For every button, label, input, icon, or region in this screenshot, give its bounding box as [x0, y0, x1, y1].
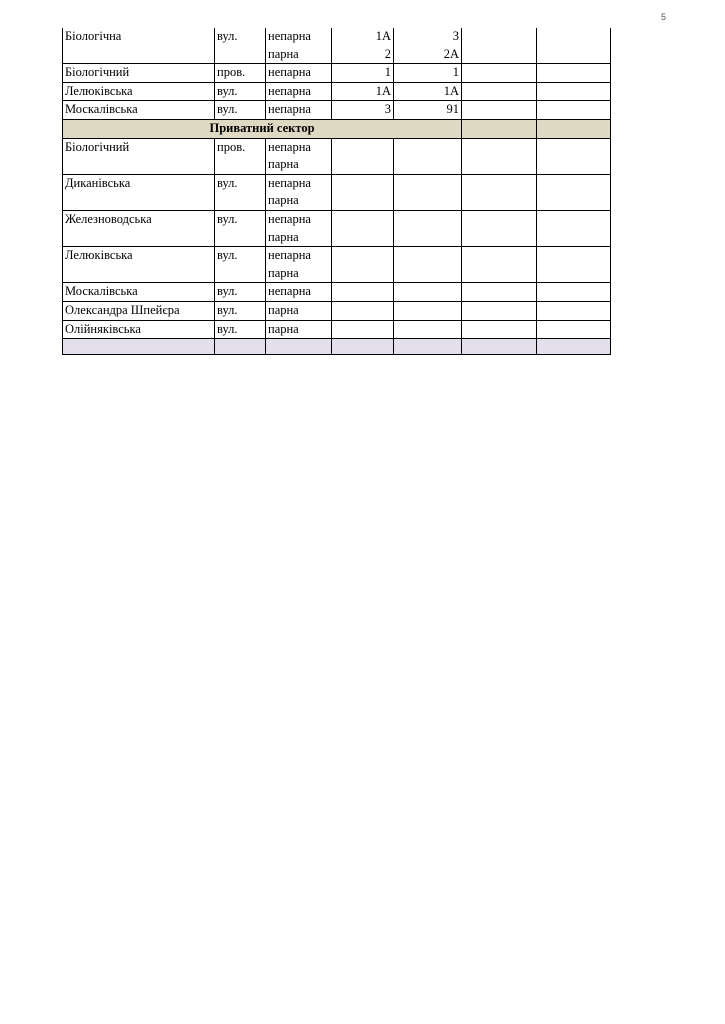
house-to: 2А — [443, 46, 459, 61]
page-number: 5 — [660, 12, 666, 22]
parity-line: непарна — [268, 211, 311, 226]
empty-cell — [462, 28, 537, 64]
parity-line: непарна — [268, 102, 311, 117]
empty-cell — [537, 64, 611, 83]
empty-cell — [537, 82, 611, 101]
street-type-cell — [215, 82, 266, 101]
empty-cell — [63, 339, 215, 355]
empty-cell — [462, 301, 537, 320]
parity-cell — [266, 210, 332, 246]
house-to-cell — [394, 28, 462, 64]
parity-line: парна — [268, 193, 299, 208]
table-row — [63, 301, 611, 320]
house-from-cell — [332, 82, 394, 101]
cell-text: Лелюківська — [65, 83, 133, 98]
empty-cell — [537, 339, 611, 355]
house-to: 91 — [446, 102, 459, 117]
house-to-cell — [394, 82, 462, 101]
street-type-cell — [215, 28, 266, 64]
parity-line: непарна — [268, 83, 311, 98]
empty-cell — [537, 101, 611, 120]
empty-cell — [332, 247, 394, 283]
cell-text: вул. — [217, 284, 238, 299]
cell-text: вул. — [217, 83, 238, 98]
footer-row — [63, 339, 611, 355]
parity-cell — [266, 301, 332, 320]
parity-cell — [266, 247, 332, 283]
house-from-cell — [332, 28, 394, 64]
empty-cell — [537, 28, 611, 64]
street-type-cell — [215, 320, 266, 339]
parity-line: непарна — [268, 175, 311, 190]
empty-cell — [332, 210, 394, 246]
empty-cell — [537, 119, 611, 138]
street-type-cell — [215, 301, 266, 320]
parity-line: парна — [268, 321, 299, 336]
cell-text: вул. — [217, 248, 238, 263]
parity-cell — [266, 138, 332, 174]
parity-line: парна — [268, 302, 299, 317]
street-name-cell — [63, 320, 215, 339]
empty-cell — [394, 138, 462, 174]
street-name-cell — [63, 247, 215, 283]
cell-text: вул. — [217, 321, 238, 336]
cell-text: Біологічна — [65, 29, 122, 43]
street-type-cell — [215, 247, 266, 283]
parity-line: непарна — [268, 29, 311, 43]
cell-text: вул. — [217, 175, 238, 190]
empty-cell — [462, 339, 537, 355]
street-name-cell — [63, 283, 215, 302]
parity-line: непарна — [268, 65, 311, 80]
street-name-cell — [63, 210, 215, 246]
empty-cell — [462, 64, 537, 83]
house-to-cell — [394, 101, 462, 120]
parity-cell — [266, 320, 332, 339]
table-row — [63, 101, 611, 120]
empty-cell — [332, 138, 394, 174]
cell-text: вул. — [217, 211, 238, 226]
street-name-cell — [63, 82, 215, 101]
empty-cell — [332, 320, 394, 339]
address-table — [62, 28, 611, 355]
empty-cell — [537, 174, 611, 210]
table-row — [63, 283, 611, 302]
table-row — [63, 82, 611, 101]
street-name-cell — [63, 64, 215, 83]
parity-cell — [266, 174, 332, 210]
empty-cell — [394, 301, 462, 320]
cell-text: Олійняківська — [65, 321, 141, 336]
cell-text: вул. — [217, 102, 238, 117]
empty-cell — [462, 174, 537, 210]
house-from: 1 — [384, 65, 391, 80]
table-row — [63, 64, 611, 83]
parity-cell — [266, 82, 332, 101]
street-type-cell — [215, 174, 266, 210]
street-type-cell — [215, 138, 266, 174]
empty-cell — [394, 320, 462, 339]
house-to-cell — [394, 64, 462, 83]
house-to: 1А — [443, 83, 459, 98]
house-from: 1А — [375, 29, 391, 43]
street-name-cell — [63, 28, 215, 64]
section-row — [63, 119, 611, 138]
house-to: 1 — [452, 65, 459, 80]
parity-cell — [266, 28, 332, 64]
empty-cell — [537, 301, 611, 320]
cell-text: Олександра Шпейєра — [65, 302, 180, 317]
table-row — [63, 210, 611, 246]
empty-cell — [266, 339, 332, 355]
parity-line: непарна — [268, 139, 311, 154]
empty-cell — [332, 301, 394, 320]
cell-text: пров. — [217, 139, 246, 154]
empty-cell — [215, 339, 266, 355]
cell-text: Біологічний — [65, 139, 130, 154]
empty-cell — [462, 283, 537, 302]
empty-cell — [537, 283, 611, 302]
empty-cell — [462, 210, 537, 246]
empty-cell — [537, 320, 611, 339]
parity-cell — [266, 101, 332, 120]
empty-cell — [394, 283, 462, 302]
cell-text: Москалівська — [65, 102, 138, 117]
street-type-cell — [215, 64, 266, 83]
table-row — [63, 174, 611, 210]
empty-cell — [394, 247, 462, 283]
cell-text: Москалівська — [65, 284, 138, 299]
empty-cell — [462, 119, 537, 138]
empty-cell — [332, 283, 394, 302]
house-from-cell — [332, 101, 394, 120]
empty-cell — [462, 320, 537, 339]
empty-cell — [394, 210, 462, 246]
section-title: Приватний сектор — [63, 119, 462, 138]
empty-cell — [332, 174, 394, 210]
empty-cell — [537, 210, 611, 246]
street-name-cell — [63, 174, 215, 210]
empty-cell — [462, 138, 537, 174]
street-name-cell — [63, 301, 215, 320]
street-type-cell — [215, 283, 266, 302]
empty-cell — [332, 339, 394, 355]
parity-line: парна — [268, 229, 299, 244]
street-type-cell — [215, 210, 266, 246]
parity-line: парна — [268, 265, 299, 280]
parity-cell — [266, 283, 332, 302]
cell-text: вул. — [217, 302, 238, 317]
house-to: 3 — [452, 29, 459, 43]
empty-cell — [537, 247, 611, 283]
empty-cell — [462, 101, 537, 120]
table-row — [63, 28, 611, 64]
house-from: 1А — [375, 83, 391, 98]
house-from-cell — [332, 64, 394, 83]
house-from: 2 — [384, 46, 391, 61]
table-row — [63, 247, 611, 283]
cell-text: Железноводська — [65, 211, 152, 226]
cell-text: пров. — [217, 65, 246, 80]
empty-cell — [394, 339, 462, 355]
parity-cell — [266, 64, 332, 83]
parity-line: парна — [268, 157, 299, 172]
parity-line: непарна — [268, 248, 311, 263]
street-name-cell — [63, 138, 215, 174]
cell-text: вул. — [217, 29, 238, 43]
empty-cell — [394, 174, 462, 210]
house-from: 3 — [384, 102, 391, 117]
parity-line: парна — [268, 46, 299, 61]
table-row — [63, 320, 611, 339]
street-name-cell — [63, 101, 215, 120]
cell-text: Лелюківська — [65, 248, 133, 263]
empty-cell — [462, 82, 537, 101]
empty-cell — [462, 247, 537, 283]
table-row — [63, 138, 611, 174]
empty-cell — [537, 138, 611, 174]
cell-text: Диканівська — [65, 175, 131, 190]
street-type-cell — [215, 101, 266, 120]
table-body — [63, 28, 611, 355]
parity-line: непарна — [268, 284, 311, 299]
cell-text: Біологічний — [65, 65, 130, 80]
